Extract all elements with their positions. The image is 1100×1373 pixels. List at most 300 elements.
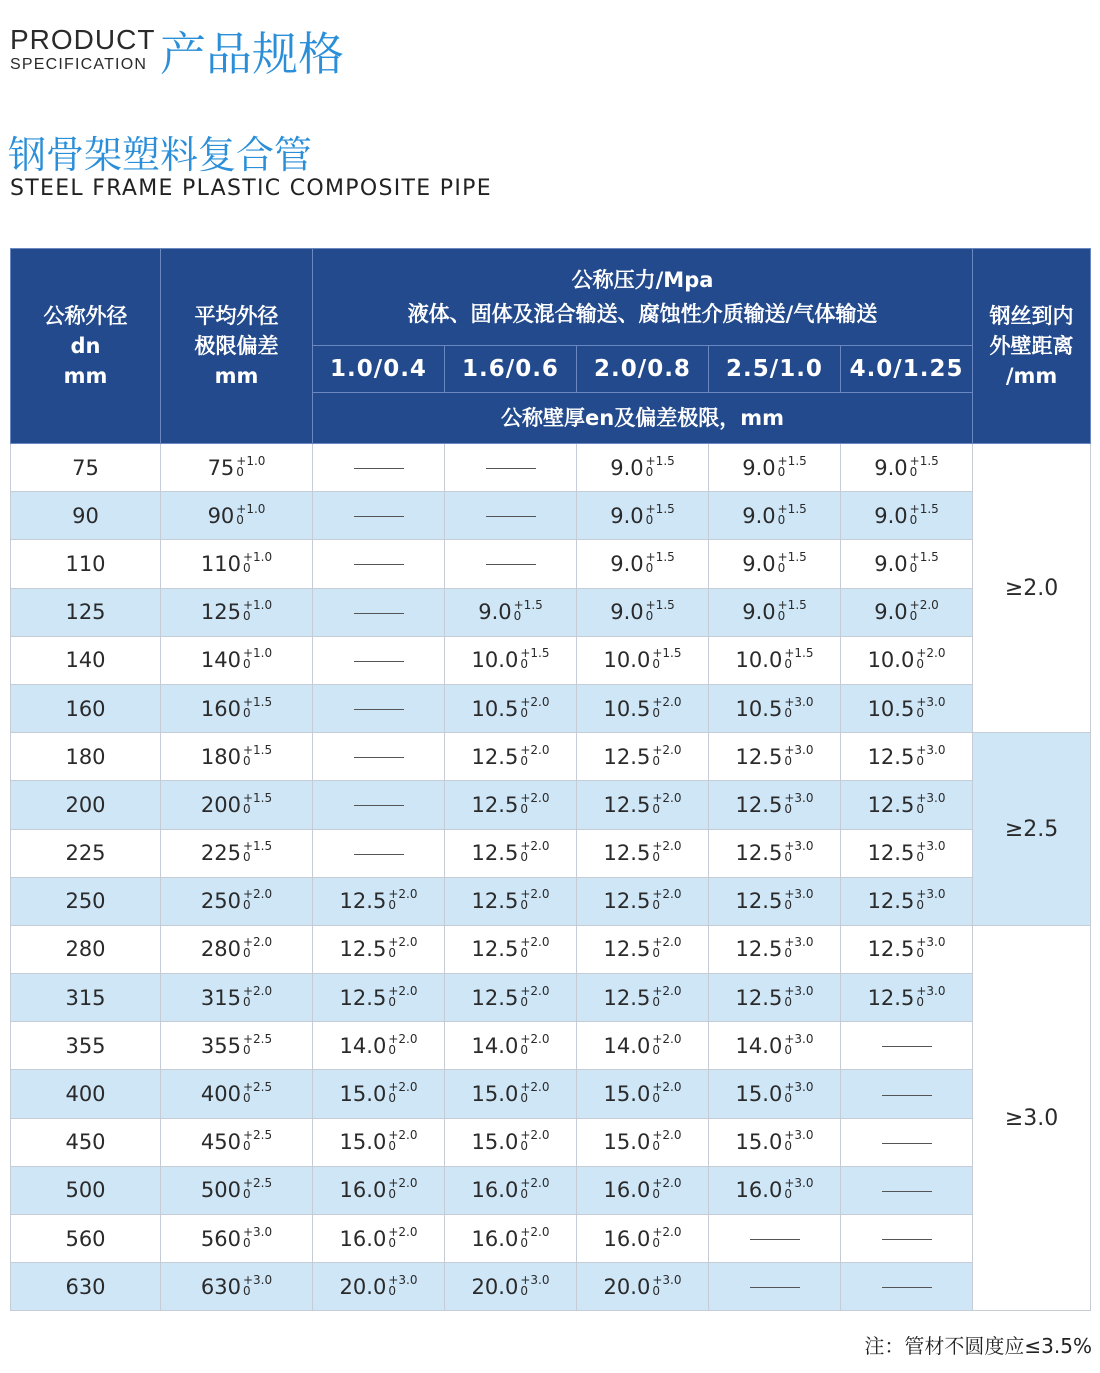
- tolerance: [242, 742, 273, 768]
- value: 12.5: [471, 792, 519, 817]
- pressure-class: 2.0/0.8: [577, 346, 709, 393]
- tolerance-lower: 0: [388, 994, 396, 1009]
- tolerance: [242, 1224, 273, 1250]
- empty-dash: [882, 1191, 932, 1192]
- cell-wall-thickness: [445, 925, 577, 973]
- cell-dn: 355: [11, 1022, 161, 1070]
- tolerance-upper: +3.0: [388, 1272, 418, 1287]
- col-header-pressure: [313, 249, 973, 346]
- tolerance-upper: +3.0: [916, 694, 946, 709]
- tolerance-lower: 0: [520, 1283, 528, 1298]
- cell-avg-od: [161, 684, 313, 732]
- cell-wall-thickness: [313, 1070, 445, 1118]
- tolerance: [778, 600, 807, 622]
- cell-wall-thickness: [709, 925, 841, 973]
- tolerance-upper: +2.0: [652, 742, 682, 757]
- tolerance: [388, 983, 418, 1009]
- tolerance-lower: 0: [784, 1091, 792, 1106]
- cell-dn: 400: [11, 1070, 161, 1118]
- tolerance: [652, 790, 682, 816]
- empty-dash: [354, 516, 404, 517]
- tolerance: [777, 453, 807, 479]
- value: 10.0: [735, 648, 783, 673]
- value: 75: [207, 455, 235, 480]
- cell-avg-od: [161, 877, 313, 925]
- tolerance: [520, 983, 550, 1009]
- value: 10.5: [867, 696, 915, 721]
- cell-wall-thickness: [577, 925, 709, 973]
- value: 12.5: [471, 937, 519, 962]
- value: 12.5: [735, 889, 783, 914]
- empty-dash: [354, 854, 404, 855]
- table-row: [11, 684, 1091, 732]
- col-header-steel-distance: 钢丝到内 外壁距离 /mm: [973, 249, 1091, 444]
- tolerance-lower: 0: [388, 1187, 396, 1202]
- value: 225: [200, 841, 241, 866]
- cell-wall-thickness: [709, 1263, 841, 1311]
- tolerance: [652, 1130, 681, 1152]
- tolerance: [388, 937, 417, 959]
- value: 9.0: [742, 600, 776, 625]
- value: 12.5: [867, 841, 915, 866]
- table-row: [11, 588, 1091, 636]
- tolerance: [388, 1272, 418, 1298]
- empty-dash: [354, 709, 404, 710]
- tolerance: [242, 694, 273, 720]
- tolerance-lower: 0: [784, 850, 792, 865]
- tolerance-lower: 0: [242, 898, 251, 913]
- empty-dash: [354, 757, 404, 758]
- cell-avg-od: [161, 1070, 313, 1118]
- cell-dn: 200: [11, 781, 161, 829]
- cell-wall-thickness: [313, 1022, 445, 1070]
- value: 12.5: [471, 841, 519, 866]
- value: 12.5: [339, 985, 387, 1010]
- value: 10.0: [471, 648, 519, 673]
- tolerance-upper: +2.0: [520, 887, 550, 902]
- tolerance-lower: 0: [652, 753, 660, 768]
- tolerance: [243, 841, 272, 863]
- cell-wall-thickness: [445, 829, 577, 877]
- tolerance: [652, 694, 682, 720]
- tolerance-lower: 0: [777, 464, 786, 479]
- value: 12.5: [735, 792, 783, 817]
- tolerance-upper: +2.0: [242, 887, 273, 902]
- tolerance: [243, 1130, 272, 1152]
- cell-wall-thickness: [577, 829, 709, 877]
- tolerance-upper: +2.0: [652, 887, 682, 902]
- cell-wall-thickness: [841, 1070, 973, 1118]
- tolerance-lower: 0: [777, 512, 786, 527]
- tolerance: [520, 742, 550, 768]
- cell-wall-thickness: [445, 974, 577, 1022]
- cell-wall-thickness: [577, 974, 709, 1022]
- tolerance-lower: 0: [520, 657, 528, 672]
- cell-wall-thickness: [841, 877, 973, 925]
- tolerance-upper: +1.5: [242, 742, 273, 757]
- value: 16.0: [471, 1178, 519, 1203]
- tolerance: [520, 694, 550, 720]
- pressure-class: 1.0/0.4: [313, 346, 445, 393]
- cell-wall-thickness: [577, 684, 709, 732]
- cell-avg-od: [161, 781, 313, 829]
- tolerance-upper: +1.5: [909, 549, 939, 564]
- tolerance-lower: 0: [909, 560, 918, 575]
- cell-dn: 90: [11, 492, 161, 540]
- cell-wall-thickness: [841, 733, 973, 781]
- tolerance: [388, 1031, 418, 1057]
- wall-thickness-header: 公称壁厚en及偏差极限，mm: [313, 393, 973, 444]
- tolerance-upper: +2.0: [520, 1080, 550, 1095]
- tolerance-lower: 0: [520, 705, 528, 720]
- value: 12.5: [867, 937, 915, 962]
- cell-wall-thickness: [709, 684, 841, 732]
- value: 14.0: [471, 1033, 519, 1058]
- value: 12.5: [735, 937, 783, 962]
- cell-steel-distance: ≥2.5: [973, 733, 1091, 926]
- tolerance: [784, 983, 814, 1009]
- cell-wall-thickness: [709, 492, 841, 540]
- tolerance: [909, 453, 939, 479]
- tolerance-upper: +3.0: [916, 742, 946, 757]
- tolerance-upper: +2.0: [916, 646, 946, 661]
- cell-wall-thickness: [709, 444, 841, 492]
- tolerance: [520, 790, 550, 816]
- value: 15.0: [735, 1130, 783, 1155]
- tolerance: [916, 983, 946, 1009]
- tolerance-lower: 0: [784, 705, 792, 720]
- tolerance-lower: 0: [520, 1235, 528, 1250]
- cell-dn: 160: [11, 684, 161, 732]
- value: 400: [200, 1082, 241, 1107]
- tolerance: [514, 600, 543, 622]
- cell-wall-thickness: [313, 1166, 445, 1214]
- value: 10.5: [471, 696, 519, 721]
- cell-dn: 630: [11, 1263, 161, 1311]
- empty-dash: [750, 1239, 800, 1240]
- tolerance-upper: +2.0: [520, 935, 550, 950]
- empty-dash: [354, 805, 404, 806]
- value: 9.0: [610, 600, 644, 625]
- value: 9.0: [610, 455, 644, 480]
- tolerance-lower: 0: [645, 464, 654, 479]
- cell-avg-od: [161, 925, 313, 973]
- value: 15.0: [339, 1082, 387, 1107]
- cell-avg-od: [161, 1118, 313, 1166]
- tolerance: [784, 1130, 813, 1152]
- value: 12.5: [867, 792, 915, 817]
- cell-wall-thickness: [709, 1022, 841, 1070]
- tolerance-upper: +2.0: [652, 839, 682, 854]
- tolerance: [520, 1082, 549, 1104]
- value: 160: [200, 696, 241, 721]
- cell-wall-thickness: [841, 636, 973, 684]
- table-row: [11, 492, 1091, 540]
- tolerance-lower: 0: [784, 1187, 792, 1202]
- value: 10.0: [603, 648, 651, 673]
- tolerance-lower: 0: [909, 609, 918, 624]
- cell-wall-thickness: [709, 733, 841, 781]
- empty-dash: [354, 613, 404, 614]
- tolerance-lower: 0: [242, 657, 251, 672]
- table-row: [11, 1166, 1091, 1214]
- tolerance: [652, 937, 681, 959]
- cell-dn: 180: [11, 733, 161, 781]
- cell-wall-thickness: [577, 636, 709, 684]
- tolerance-upper: +1.5: [784, 646, 814, 661]
- tolerance-lower: 0: [916, 994, 924, 1009]
- tolerance-upper: +3.0: [652, 1272, 682, 1287]
- cell-wall-thickness: [841, 588, 973, 636]
- tolerance-upper: +2.0: [520, 1128, 550, 1143]
- col-header-dn: 公称外径 dn mm: [11, 249, 161, 444]
- cell-avg-od: [161, 1215, 313, 1263]
- tolerance-lower: 0: [784, 1139, 792, 1154]
- tolerance-upper: +2.0: [520, 1031, 550, 1046]
- tolerance: [784, 937, 813, 959]
- cell-wall-thickness: [577, 1022, 709, 1070]
- tolerance-upper: +1.0: [242, 646, 273, 661]
- empty-dash: [354, 564, 404, 565]
- tolerance-lower: 0: [520, 1139, 528, 1154]
- tolerance-upper: +2.0: [388, 1080, 418, 1095]
- table-row: [11, 829, 1091, 877]
- tolerance: [916, 889, 945, 911]
- tolerance-upper: +2.0: [652, 983, 682, 998]
- value: 12.5: [735, 985, 783, 1010]
- value: 16.0: [603, 1178, 651, 1203]
- cell-wall-thickness: [313, 1215, 445, 1263]
- tolerance-upper: +2.0: [388, 1224, 418, 1239]
- tolerance-upper: +3.0: [242, 1272, 273, 1287]
- cell-wall-thickness: [313, 684, 445, 732]
- cell-wall-thickness: [841, 1022, 973, 1070]
- tolerance-lower: 0: [916, 898, 924, 913]
- tolerance-upper: +2.5: [242, 1031, 273, 1046]
- table-row: [11, 444, 1091, 492]
- tolerance-lower: 0: [388, 1283, 396, 1298]
- tolerance-lower: 0: [645, 512, 654, 527]
- cell-wall-thickness: [445, 684, 577, 732]
- cell-wall-thickness: [445, 1215, 577, 1263]
- tolerance: [520, 889, 549, 911]
- cell-avg-od: [161, 588, 313, 636]
- empty-dash: [882, 1287, 932, 1288]
- value: 14.0: [603, 1033, 651, 1058]
- tolerance-lower: 0: [645, 560, 654, 575]
- tolerance-lower: 0: [242, 560, 251, 575]
- cell-wall-thickness: [577, 781, 709, 829]
- value: 560: [200, 1226, 241, 1251]
- cell-wall-thickness: [841, 1166, 973, 1214]
- tolerance: [243, 648, 272, 670]
- cell-dn: 560: [11, 1215, 161, 1263]
- value: 12.5: [867, 985, 915, 1010]
- value: 15.0: [339, 1130, 387, 1155]
- tolerance: [388, 1130, 417, 1152]
- tolerance-lower: 0: [784, 801, 792, 816]
- tolerance-lower: 0: [784, 898, 792, 913]
- tolerance-upper: +2.0: [652, 790, 682, 805]
- tolerance-lower: 0: [520, 1187, 528, 1202]
- tolerance: [242, 790, 273, 816]
- tolerance-lower: 0: [242, 994, 251, 1009]
- value: 280: [200, 937, 241, 962]
- tolerance-upper: +2.0: [520, 694, 550, 709]
- value: 450: [200, 1130, 241, 1155]
- tolerance-lower: 0: [242, 1187, 251, 1202]
- tolerance: [646, 600, 675, 622]
- tolerance-upper: +3.0: [916, 935, 946, 950]
- tolerance-upper: +2.0: [520, 1224, 550, 1239]
- cell-wall-thickness: [577, 540, 709, 588]
- tolerance-upper: +2.0: [652, 694, 682, 709]
- tolerance-upper: +1.5: [652, 646, 682, 661]
- tolerance-upper: +1.5: [242, 839, 273, 854]
- tolerance-lower: 0: [652, 1042, 660, 1057]
- tolerance-upper: +1.5: [909, 453, 939, 468]
- tolerance-upper: +1.5: [777, 453, 807, 468]
- tolerance: [916, 742, 946, 768]
- value: 9.0: [874, 455, 908, 480]
- tolerance: [243, 937, 272, 959]
- pressure-subtitle: 液体、固体及混合输送、腐蚀性介质输送/气体输送: [407, 302, 878, 326]
- tolerance-upper: +1.0: [242, 598, 273, 613]
- value: 9.0: [874, 551, 908, 576]
- table-row: [11, 925, 1091, 973]
- table-row: [11, 540, 1091, 588]
- empty-dash: [882, 1239, 932, 1240]
- tolerance-lower: 0: [388, 1235, 396, 1250]
- tolerance: [784, 1082, 813, 1104]
- tolerance: [784, 889, 813, 911]
- tolerance-lower: 0: [784, 753, 792, 768]
- value: 15.0: [471, 1130, 519, 1155]
- tolerance-lower: 0: [388, 946, 396, 961]
- tolerance: [242, 1272, 273, 1298]
- tolerance-upper: +2.5: [242, 1128, 273, 1143]
- tolerance-upper: +1.5: [242, 694, 273, 709]
- value: 10.5: [603, 696, 651, 721]
- tolerance-upper: +2.0: [520, 839, 550, 854]
- cell-avg-od: [161, 1166, 313, 1214]
- cell-wall-thickness: [841, 1263, 973, 1311]
- tolerance-lower: 0: [520, 1042, 528, 1057]
- cell-wall-thickness: [313, 1263, 445, 1311]
- tolerance-upper: +3.0: [784, 790, 814, 805]
- tolerance: [910, 600, 939, 622]
- tolerance-upper: +3.0: [784, 839, 814, 854]
- tolerance-upper: +2.0: [520, 790, 550, 805]
- tolerance-lower: 0: [652, 1139, 660, 1154]
- tolerance-lower: 0: [236, 464, 244, 479]
- tolerance-lower: 0: [242, 609, 251, 624]
- cell-wall-thickness: [445, 1118, 577, 1166]
- cell-wall-thickness: [709, 540, 841, 588]
- tolerance: [652, 1082, 681, 1104]
- tolerance-upper: +3.0: [784, 1080, 814, 1095]
- cell-wall-thickness: [841, 444, 973, 492]
- tolerance-lower: 0: [388, 1091, 396, 1106]
- tolerance-lower: 0: [242, 850, 251, 865]
- cell-avg-od: [161, 636, 313, 684]
- footnote: 注：管材不圆度应≤3.5%: [864, 1334, 1092, 1358]
- tolerance-lower: 0: [909, 512, 918, 527]
- tolerance-lower: 0: [388, 1042, 396, 1057]
- tolerance: [520, 1272, 550, 1298]
- tolerance: [652, 983, 682, 1009]
- cell-wall-thickness: [445, 444, 577, 492]
- tolerance-upper: +2.0: [520, 983, 550, 998]
- empty-dash: [882, 1046, 932, 1047]
- cell-wall-thickness: [313, 781, 445, 829]
- tolerance-lower: 0: [916, 850, 924, 865]
- empty-dash: [882, 1095, 932, 1096]
- tolerance-lower: 0: [784, 1042, 792, 1057]
- tolerance: [243, 1082, 272, 1104]
- tolerance: [784, 1178, 813, 1200]
- tolerance: [645, 549, 675, 575]
- tolerance: [388, 1082, 417, 1104]
- tolerance-lower: 0: [652, 1091, 660, 1106]
- tolerance: [784, 742, 814, 768]
- tolerance-upper: +1.5: [513, 598, 543, 613]
- tolerance-upper: +3.0: [916, 983, 946, 998]
- tolerance-lower: 0: [242, 753, 251, 768]
- tolerance-lower: 0: [652, 1283, 660, 1298]
- tolerance: [645, 453, 675, 479]
- cell-wall-thickness: [577, 877, 709, 925]
- cell-wall-thickness: [445, 1263, 577, 1311]
- tolerance: [243, 1178, 272, 1200]
- table-row: [11, 877, 1091, 925]
- value: 10.5: [735, 696, 783, 721]
- tolerance-upper: +3.0: [242, 1224, 273, 1239]
- cell-wall-thickness: [709, 781, 841, 829]
- tolerance-upper: +3.0: [916, 887, 946, 902]
- value: 12.5: [603, 792, 651, 817]
- tolerance-lower: 0: [909, 464, 918, 479]
- table-row: [11, 1070, 1091, 1118]
- tolerance: [236, 501, 266, 527]
- tolerance-lower: 0: [652, 850, 660, 865]
- tolerance-upper: +2.0: [652, 1176, 682, 1191]
- cell-avg-od: [161, 733, 313, 781]
- tolerance: [520, 841, 549, 863]
- cell-dn: 315: [11, 974, 161, 1022]
- tolerance-lower: 0: [916, 753, 924, 768]
- tolerance: [520, 937, 549, 959]
- tolerance-upper: +2.0: [388, 935, 418, 950]
- value: 9.0: [874, 600, 908, 625]
- cell-avg-od: [161, 1022, 313, 1070]
- tolerance-upper: +2.0: [909, 598, 939, 613]
- tolerance-lower: 0: [388, 898, 396, 913]
- cell-wall-thickness: [313, 636, 445, 684]
- tolerance: [916, 937, 945, 959]
- cell-wall-thickness: [577, 1215, 709, 1263]
- tolerance-upper: +1.0: [236, 453, 266, 468]
- cell-wall-thickness: [445, 1166, 577, 1214]
- spec-table: [10, 248, 1091, 1311]
- tolerance-upper: +1.5: [242, 790, 273, 805]
- cell-dn: 75: [11, 444, 161, 492]
- tolerance-upper: +3.0: [784, 1128, 814, 1143]
- tolerance-upper: +2.0: [652, 1031, 682, 1046]
- tolerance-lower: 0: [513, 609, 522, 624]
- value: 20.0: [603, 1274, 651, 1299]
- tolerance-upper: +3.0: [784, 1176, 814, 1191]
